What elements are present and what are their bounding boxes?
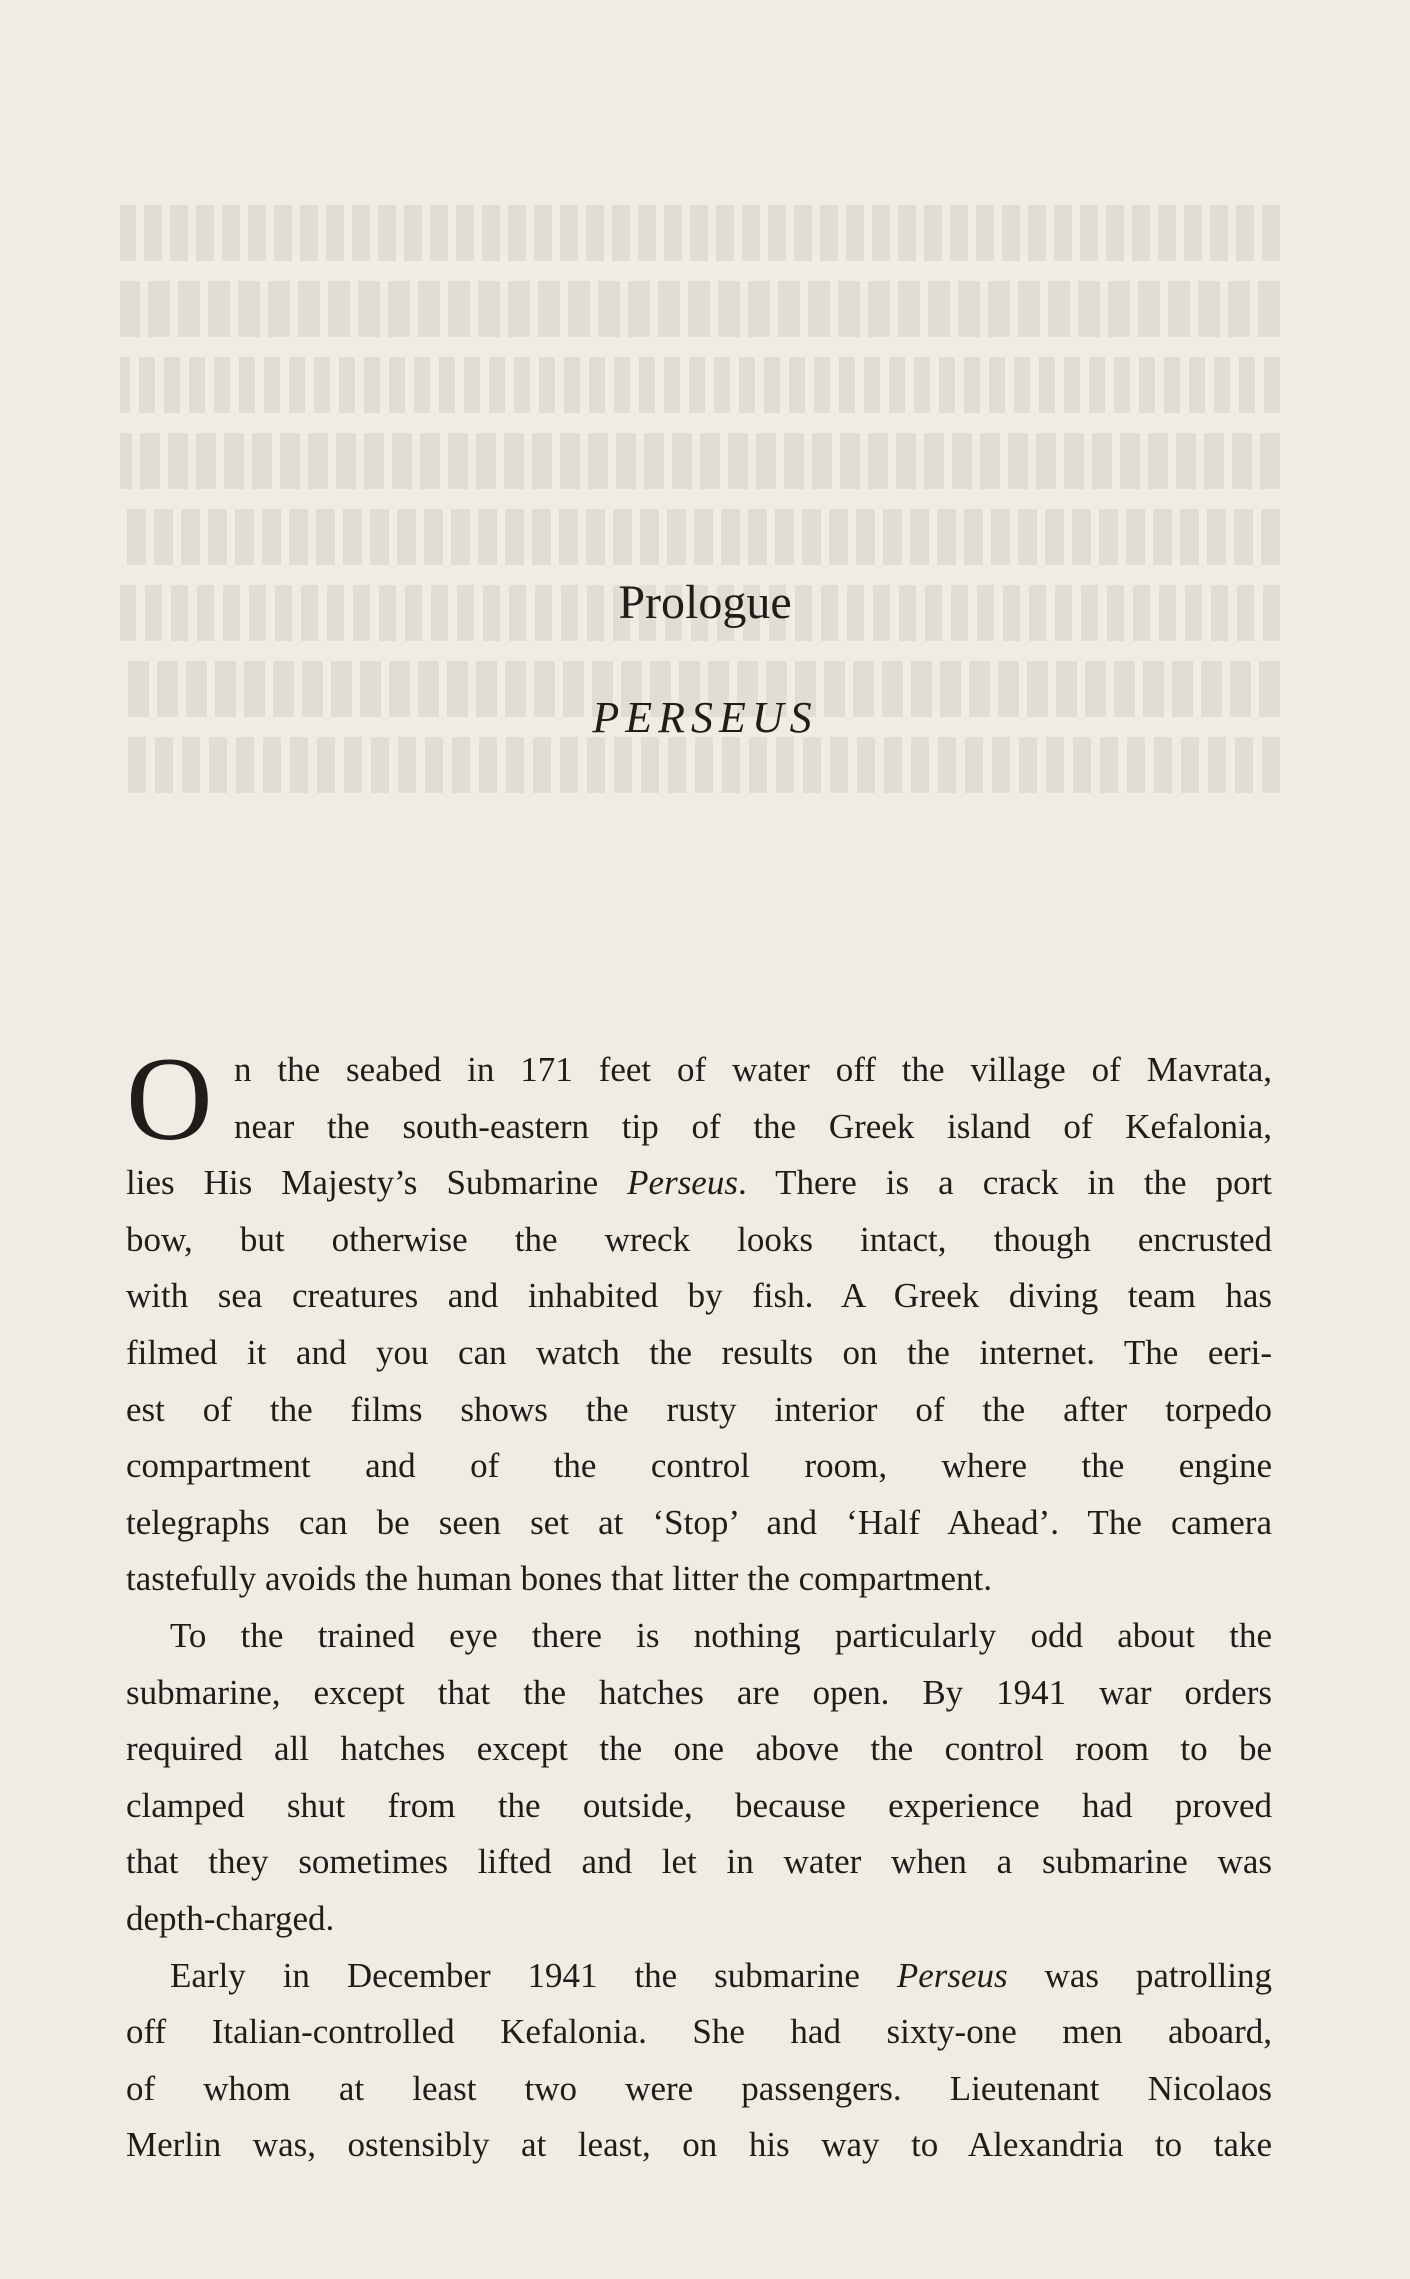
text-segment: Early in December 1941 the submarine — [170, 1955, 897, 1995]
text-line: compartment and of the control room, where the engine — [126, 1446, 1272, 1486]
text-line: depth-charged. — [126, 1898, 335, 1938]
chapter-subtitle: PERSEUS — [592, 693, 818, 742]
text-segment: was patrolling — [1007, 1955, 1272, 1995]
text-line: To the trained eye there is nothing particularly odd about the — [170, 1615, 1272, 1655]
text-line: submarine, except that the hatches are open. By 1941 war orders — [126, 1672, 1272, 1712]
text-line: bow, but otherwise the wreck looks intact, though encrusted — [126, 1219, 1272, 1259]
text-line: near the south-eastern tip of the Greek island of Kefalonia, — [234, 1106, 1272, 1146]
vessel-name: Perseus — [896, 1955, 1008, 1995]
paragraph-2 — [126, 1608, 1272, 1948]
text-line — [126, 1155, 1272, 1212]
paragraph-3 — [126, 1948, 1272, 2174]
text-line: est of the films shows the rusty interior of the after torpedo — [126, 1389, 1272, 1429]
text-line: tastefully avoids the human bones that litter the compartment. — [126, 1559, 993, 1599]
text-line: telegraphs can be seen set at ‘Stop’ and ‘Half Ahead’. The camera — [126, 1502, 1272, 1542]
body-text — [126, 1032, 1272, 2174]
paragraph-1 — [126, 1032, 1272, 1608]
drop-cap: O — [126, 1032, 213, 1165]
text-line: Merlin was, ostensibly at least, on his way to Alexandria to take — [126, 2125, 1272, 2165]
text-line: of whom at least two were passengers. Lieutenant Nicolaos — [126, 2068, 1272, 2108]
text-segment: . There is a crack in the port — [737, 1163, 1272, 1203]
text-line: off Italian-controlled Kefalonia. She had sixty-one men aboard, — [126, 2012, 1272, 2052]
text-line: clamped shut from the outside, because experience had proved — [126, 1785, 1272, 1825]
text-segment: lies His Majesty’s Submarine — [126, 1163, 628, 1203]
vessel-name: Perseus — [627, 1163, 738, 1203]
text-line: that they sometimes lifted and let in water when a submarine was — [126, 1842, 1272, 1882]
text-line — [126, 1948, 1272, 2005]
text-line: required all hatches except the one above the control room to be — [126, 1729, 1272, 1769]
text-line: with sea creatures and inhabited by fish. A Greek diving team has — [126, 1276, 1272, 1316]
chapter-title: Prologue — [618, 576, 792, 629]
text-line: n the seabed in 171 feet of water off the village of Mavrata, — [234, 1050, 1272, 1089]
text-line: filmed it and you can watch the results on the internet. The eeri- — [126, 1332, 1272, 1372]
